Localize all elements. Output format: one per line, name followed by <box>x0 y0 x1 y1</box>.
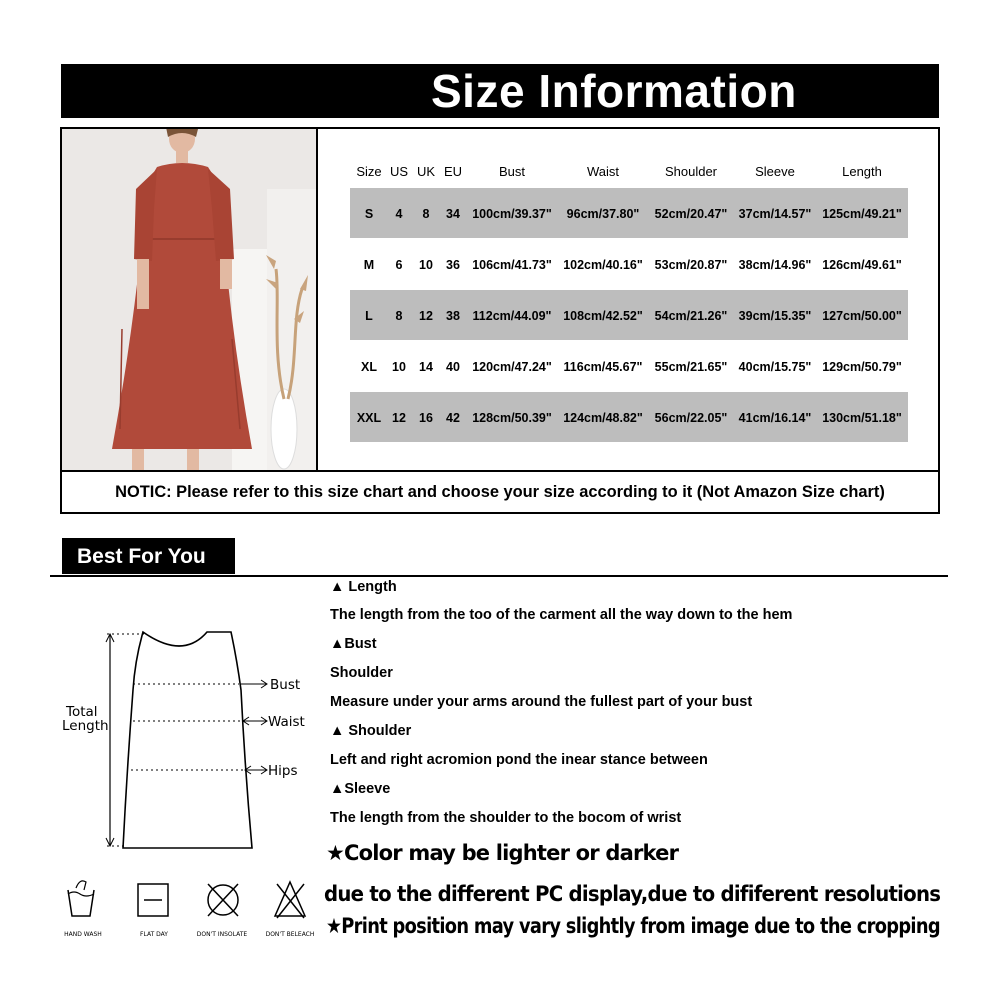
table-row <box>350 392 908 442</box>
table-cell: 10 <box>419 258 433 272</box>
waist-label: Waist <box>268 714 305 730</box>
table-cell: 52cm/20.47" <box>654 207 728 221</box>
care-label: HAND WASH <box>64 931 102 938</box>
table-row <box>350 341 908 391</box>
care-label: FLAT DAY <box>140 931 168 938</box>
table-cell: 108cm/42.52" <box>563 309 643 323</box>
table-cell: 39cm/15.35" <box>738 309 812 323</box>
table-cell: 120cm/47.24" <box>472 360 552 374</box>
display-note: due to the different PC display,due to dififerent resolutions <box>324 882 941 906</box>
notice-text: NOTIC: Please refer to this size chart and choose your size according to it (Not Amazon Size chart) <box>115 483 885 501</box>
table-cell: 38cm/14.96" <box>738 258 812 272</box>
table-cell: 6 <box>395 258 403 272</box>
table-header-cell: Size <box>356 164 382 179</box>
table-cell: 10 <box>392 360 406 374</box>
table-cell: 41cm/16.14" <box>738 411 812 425</box>
table-header-cell: US <box>389 164 409 179</box>
dont-insolate-icon <box>208 884 238 916</box>
table-header-cell: EU <box>443 164 463 179</box>
page-title: Size Information <box>431 65 797 117</box>
table-cell: 130cm/51.18" <box>822 411 902 425</box>
table-cell: 56cm/22.05" <box>654 411 728 425</box>
table-row <box>350 239 908 289</box>
print-note: ★Print position may vary slightly from image due to the cropping <box>326 914 940 938</box>
instruction-text: Measure under your arms around the fullest part of your bust <box>330 694 753 710</box>
table-cell: 125cm/49.21" <box>822 207 902 221</box>
table-cell: 34 <box>446 207 460 221</box>
table-cell: 37cm/14.57" <box>738 207 812 221</box>
hips-label: Hips <box>268 763 298 779</box>
table-row <box>350 290 908 340</box>
table-header-cell: Bust <box>498 164 525 179</box>
instruction-heading: ▲Bust <box>330 636 377 652</box>
table-cell: 38 <box>446 309 460 323</box>
table-cell: 8 <box>395 309 403 323</box>
dont-bleach-icon <box>275 882 305 918</box>
table-cell: 112cm/44.09" <box>472 309 552 323</box>
flat-dry-icon <box>138 884 168 916</box>
table-cell: XL <box>361 360 377 374</box>
table-cell: 14 <box>419 360 433 374</box>
table-cell: 4 <box>395 207 403 221</box>
total-label: Total <box>66 704 98 720</box>
table-cell: 42 <box>446 411 460 425</box>
color-note: ★Color may be lighter or darker <box>326 841 679 865</box>
table-cell: L <box>365 309 373 323</box>
divider <box>50 575 948 577</box>
measurement-diagram <box>55 620 320 860</box>
table-header-cell: Length <box>842 164 882 179</box>
table-cell: 106cm/41.73" <box>472 258 552 272</box>
instruction-heading: ▲Sleeve <box>330 781 391 797</box>
care-label: DON'T INSOLATE <box>196 931 248 938</box>
table-cell: 127cm/50.00" <box>822 309 902 323</box>
dress-model-image <box>62 129 316 470</box>
table-cell: 40 <box>446 360 460 374</box>
table-cell: 128cm/50.39" <box>472 411 552 425</box>
care-icons <box>60 876 320 924</box>
bust-label: Bust <box>270 677 301 693</box>
table-cell: 100cm/39.37" <box>472 207 552 221</box>
instruction-text: Left and right acromion pond the inear stance between <box>330 752 708 768</box>
table-cell: S <box>364 207 374 221</box>
product-photo <box>62 129 318 470</box>
table-cell: 40cm/15.75" <box>738 360 812 374</box>
instruction-text: The length from the shoulder to the bocom of wrist <box>330 810 682 826</box>
table-cell: 116cm/45.67" <box>563 360 643 374</box>
care-label: DON'T BELEACH <box>265 931 315 938</box>
table-row <box>350 188 908 238</box>
table-cell: XXL <box>356 411 382 425</box>
table-cell: M <box>363 258 375 272</box>
table-cell: 16 <box>419 411 433 425</box>
hand-wash-icon <box>68 881 94 916</box>
length-label: Length <box>62 718 109 734</box>
table-cell: 129cm/50.79" <box>822 360 902 374</box>
instruction-heading: ▲ Length <box>330 579 397 595</box>
table-header-cell: Waist <box>586 164 620 179</box>
table-cell: 8 <box>422 207 430 221</box>
table-cell: 124cm/48.82" <box>563 411 643 425</box>
table-cell: 96cm/37.80" <box>566 207 640 221</box>
instruction-heading: ▲ Shoulder <box>330 723 412 739</box>
instruction-text: Shoulder <box>330 665 393 681</box>
table-cell: 54cm/21.26" <box>654 309 728 323</box>
table-cell: 12 <box>419 309 433 323</box>
header-bar <box>61 64 939 118</box>
table-header-cell: Shoulder <box>664 164 718 179</box>
section-title: Best For You <box>62 538 235 574</box>
table-cell: 102cm/40.16" <box>563 258 643 272</box>
table-cell: 55cm/21.65" <box>654 360 728 374</box>
table-cell: 53cm/20.87" <box>654 258 728 272</box>
table-header-cell: UK <box>416 164 436 179</box>
table-header-cell: Sleeve <box>755 164 795 179</box>
table-cell: 12 <box>392 411 406 425</box>
instruction-text: The length from the too of the carment all the way down to the hem <box>330 607 793 623</box>
table-cell: 36 <box>446 258 460 272</box>
table-cell: 126cm/49.61" <box>822 258 902 272</box>
